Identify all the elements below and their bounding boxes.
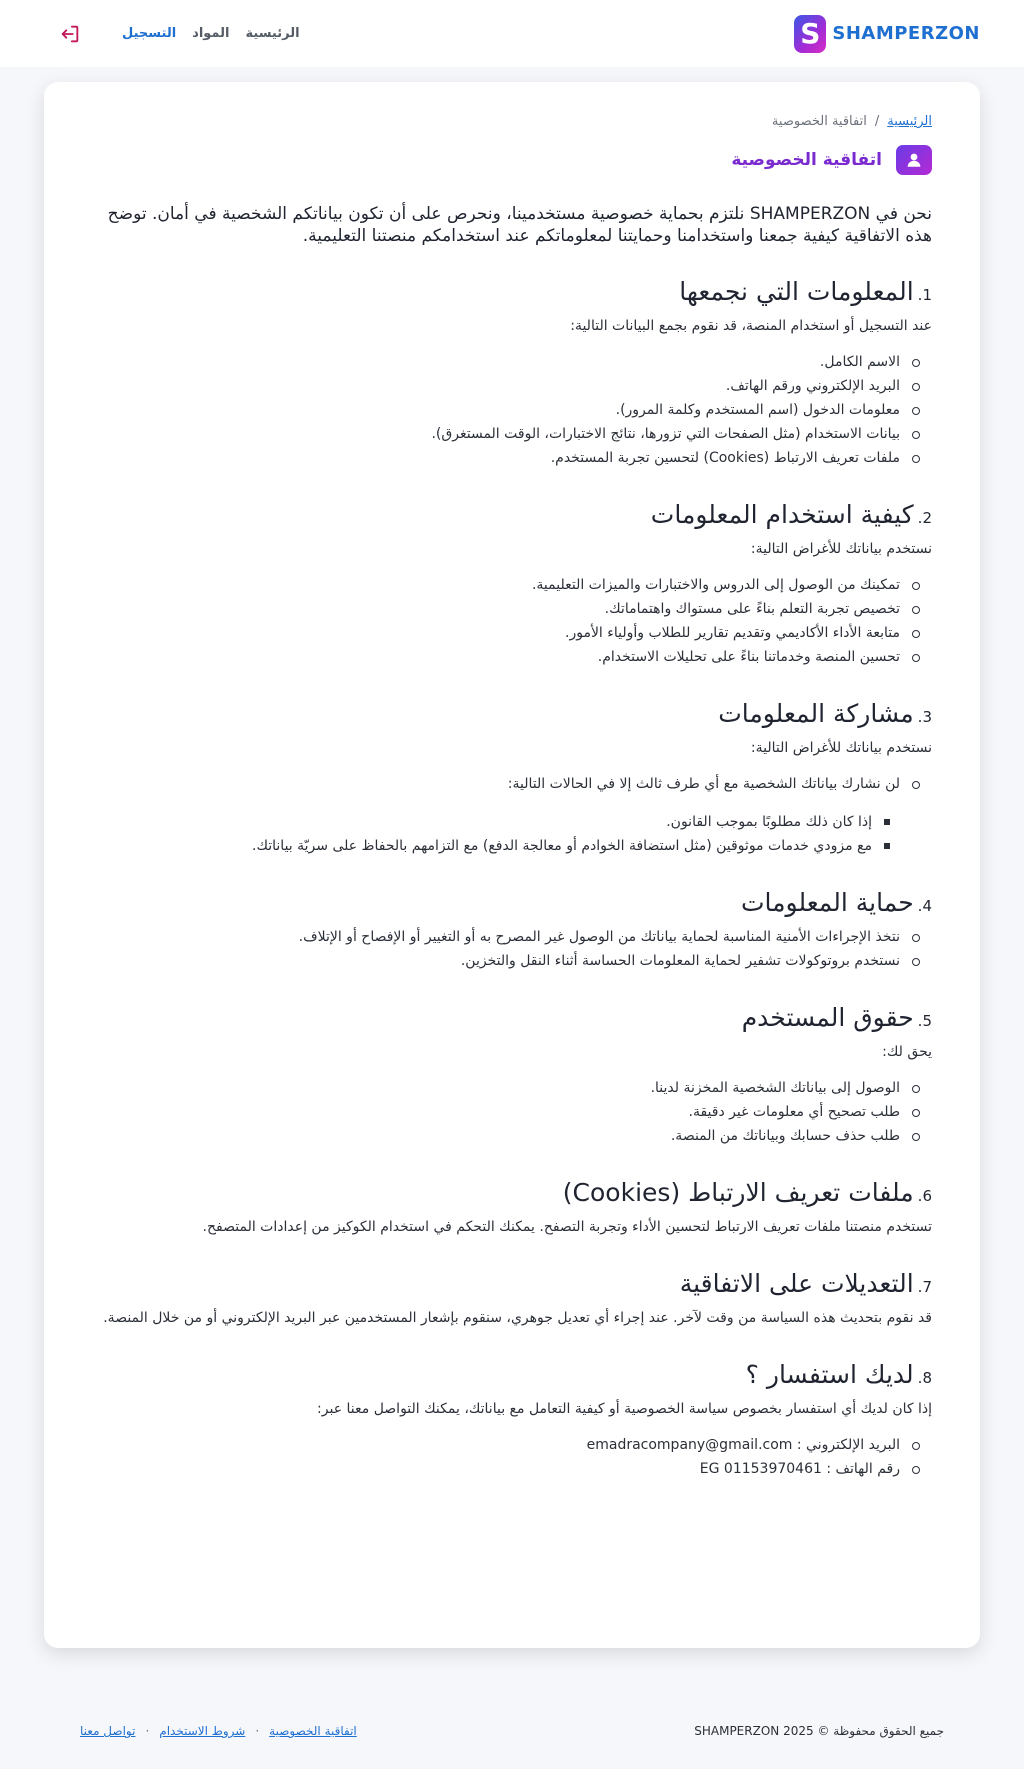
section-text: قد نقوم بتحديث هذه السياسة من وقت لآخر. عند إجراء أي تعديل جوهري، سنقوم بإشعار المستخدمين عبر البريد الإلكتروني أو من خلال المنصة.	[103, 1310, 932, 1326]
list-item: طلب تصحيح أي معلومات غير دقيقة.	[92, 1100, 900, 1124]
section-collected-info	[92, 277, 932, 470]
list-item: بيانات الاستخدام (مثل الصفحات التي تزورها، نتائج الاختبارات، الوقت المستغرق).	[92, 422, 900, 446]
brand-name: SHAMPERZON	[832, 23, 980, 44]
privacy-card	[44, 82, 980, 1648]
list-item: نستخدم بروتوكولات تشفير لحماية المعلومات الحساسة أثناء النقل والتخزين.	[92, 949, 900, 973]
section-number: 1.	[917, 286, 932, 304]
contact-phone[interactable]: EG 01153970461	[699, 1461, 822, 1477]
footer-copyright: جميع الحقوق محفوظة © 2025 SHAMPERZON	[694, 1724, 944, 1738]
footer-link-terms[interactable]: شروط الاستخدام	[159, 1724, 246, 1738]
section-heading	[92, 500, 932, 533]
sub-list-item: مع مزودي خدمات موثوقين (مثل استضافة الخوادم أو معالجة الدفع) مع التزامهم بالحفاظ على سريّة بياناتك.	[92, 834, 872, 858]
list-item	[92, 772, 900, 858]
footer-links	[80, 1724, 357, 1738]
footer-separator: ·	[255, 1724, 260, 1738]
list-item: ملفات تعريف الارتباط (Cookies) لتحسين تجربة المستخدم.	[92, 446, 900, 470]
user-icon	[896, 145, 932, 175]
contact-phone-item	[92, 1457, 900, 1481]
section-list	[92, 772, 900, 858]
contact-list	[92, 1433, 900, 1481]
section-heading	[92, 1003, 932, 1036]
section-heading	[92, 888, 932, 921]
section-title: التعديلات على الاتفاقية	[679, 1269, 914, 1298]
section-cookies	[92, 1178, 932, 1239]
section-title: ملفات تعريف الارتباط (Cookies)	[562, 1178, 914, 1207]
list-item: تمكينك من الوصول إلى الدروس والاختبارات والميزات التعليمية.	[92, 573, 900, 597]
sub-list	[92, 810, 872, 858]
section-text: يحق لك:	[882, 1044, 932, 1060]
section-number: 2.	[917, 509, 932, 527]
section-info-protection	[92, 888, 932, 973]
section-number: 4.	[917, 897, 932, 915]
section-list	[92, 350, 900, 470]
list-item: الاسم الكامل.	[92, 350, 900, 374]
footer-separator: ·	[145, 1724, 150, 1738]
breadcrumb	[92, 114, 932, 129]
contact-email-label: البريد الإلكتروني :	[796, 1437, 900, 1453]
section-text: إذا كان لديك أي استفسار بخصوص سياسة الخصوصية أو كيفية التعامل مع بياناتك، يمكنك التواصل معنا عبر:	[317, 1401, 932, 1417]
main-nav	[58, 22, 300, 46]
page-footer	[0, 1693, 1024, 1769]
section-title: حماية المعلومات	[741, 888, 914, 917]
section-title: مشاركة المعلومات	[718, 699, 914, 728]
list-item: نتخذ الإجراءات الأمنية المناسبة لحماية بياناتك من الوصول غير المصرح به أو التغيير أو الإفصاح أو الإتلاف.	[92, 925, 900, 949]
logout-icon[interactable]	[58, 22, 82, 46]
top-navbar	[0, 0, 1024, 67]
section-title: المعلومات التي نجمعها	[679, 277, 914, 306]
list-item: البريد الإلكتروني ورقم الهاتف.	[92, 374, 900, 398]
footer-link-privacy[interactable]: اتفاقية الخصوصية	[269, 1724, 357, 1738]
section-title: حقوق المستخدم	[741, 1003, 914, 1032]
list-item-text: لن نشارك بياناتك الشخصية مع أي طرف ثالث إلا في الحالات التالية:	[507, 776, 900, 792]
list-item: تحسين المنصة وخدماتنا بناءً على تحليلات الاستخدام.	[92, 645, 900, 669]
list-item: طلب حذف حسابك وبياناتك من المنصة.	[92, 1124, 900, 1148]
page-title-row	[92, 145, 932, 175]
footer-link-contact[interactable]: تواصل معنا	[80, 1724, 136, 1738]
section-contact	[92, 1360, 932, 1481]
list-item: معلومات الدخول (اسم المستخدم وكلمة المرور).	[92, 398, 900, 422]
section-info-usage	[92, 500, 932, 669]
section-text: نستخدم بياناتك للأغراض التالية:	[750, 740, 932, 756]
section-heading	[92, 1360, 932, 1393]
section-list	[92, 1076, 900, 1148]
page-title: اتفاقية الخصوصية	[731, 150, 882, 170]
contact-email[interactable]: emadracompany@gmail.com	[586, 1437, 793, 1453]
breadcrumb-current: اتفاقية الخصوصية	[771, 114, 867, 129]
section-number: 5.	[917, 1012, 932, 1030]
section-heading	[92, 1178, 932, 1211]
nav-subjects[interactable]: المواد	[192, 26, 230, 41]
section-list	[92, 925, 900, 973]
brand-logo[interactable]	[794, 15, 980, 53]
section-heading	[92, 699, 932, 732]
section-title: كيفية استخدام المعلومات	[650, 500, 914, 529]
section-title: لديك استفسار ؟	[745, 1360, 914, 1389]
contact-email-item	[92, 1433, 900, 1457]
section-text: عند التسجيل أو استخدام المنصة، قد نقوم بجمع البيانات التالية:	[570, 318, 932, 334]
section-info-sharing	[92, 699, 932, 858]
brand-mark-icon: S	[794, 15, 826, 53]
sub-list-item: إذا كان ذلك مطلوبًا بموجب القانون.	[92, 810, 872, 834]
section-heading	[92, 277, 932, 310]
breadcrumb-home[interactable]: الرئيسية	[887, 114, 932, 129]
section-text: نستخدم بياناتك للأغراض التالية:	[750, 541, 932, 557]
section-list	[92, 573, 900, 669]
list-item: الوصول إلى بياناتك الشخصية المخزنة لدينا.	[92, 1076, 900, 1100]
nav-home[interactable]: الرئيسية	[245, 26, 300, 41]
section-number: 3.	[917, 708, 932, 726]
section-text: تستخدم منصتنا ملفات تعريف الارتباط لتحسين الأداء وتجربة التصفح. يمكنك التحكم في استخدام الكوكيز من إعدادات المتصفح.	[202, 1219, 932, 1235]
section-number: 6.	[917, 1187, 932, 1205]
section-user-rights	[92, 1003, 932, 1148]
breadcrumb-separator: /	[874, 114, 880, 129]
section-heading	[92, 1269, 932, 1302]
section-number: 7.	[917, 1278, 932, 1296]
contact-phone-label: رقم الهاتف :	[826, 1461, 900, 1477]
section-number: 8.	[917, 1369, 932, 1387]
section-amendments	[92, 1269, 932, 1330]
list-item: تخصيص تجربة التعلم بناءً على مستواك واهتماماتك.	[92, 597, 900, 621]
intro-paragraph: نحن في SHAMPERZON نلتزم بحماية خصوصية مستخدمينا، ونحرص على أن تكون بياناتكم الشخصية في أمان. توضح هذه الاتفاقية كيفية جمعنا واستخدامنا وحمايتنا لمعلوماتكم عند استخدامكم منصتنا التعليمية.	[107, 204, 932, 246]
list-item: متابعة الأداء الأكاديمي وتقديم تقارير للطلاب وأولياء الأمور.	[92, 621, 900, 645]
nav-register[interactable]: التسجيل	[122, 26, 177, 41]
